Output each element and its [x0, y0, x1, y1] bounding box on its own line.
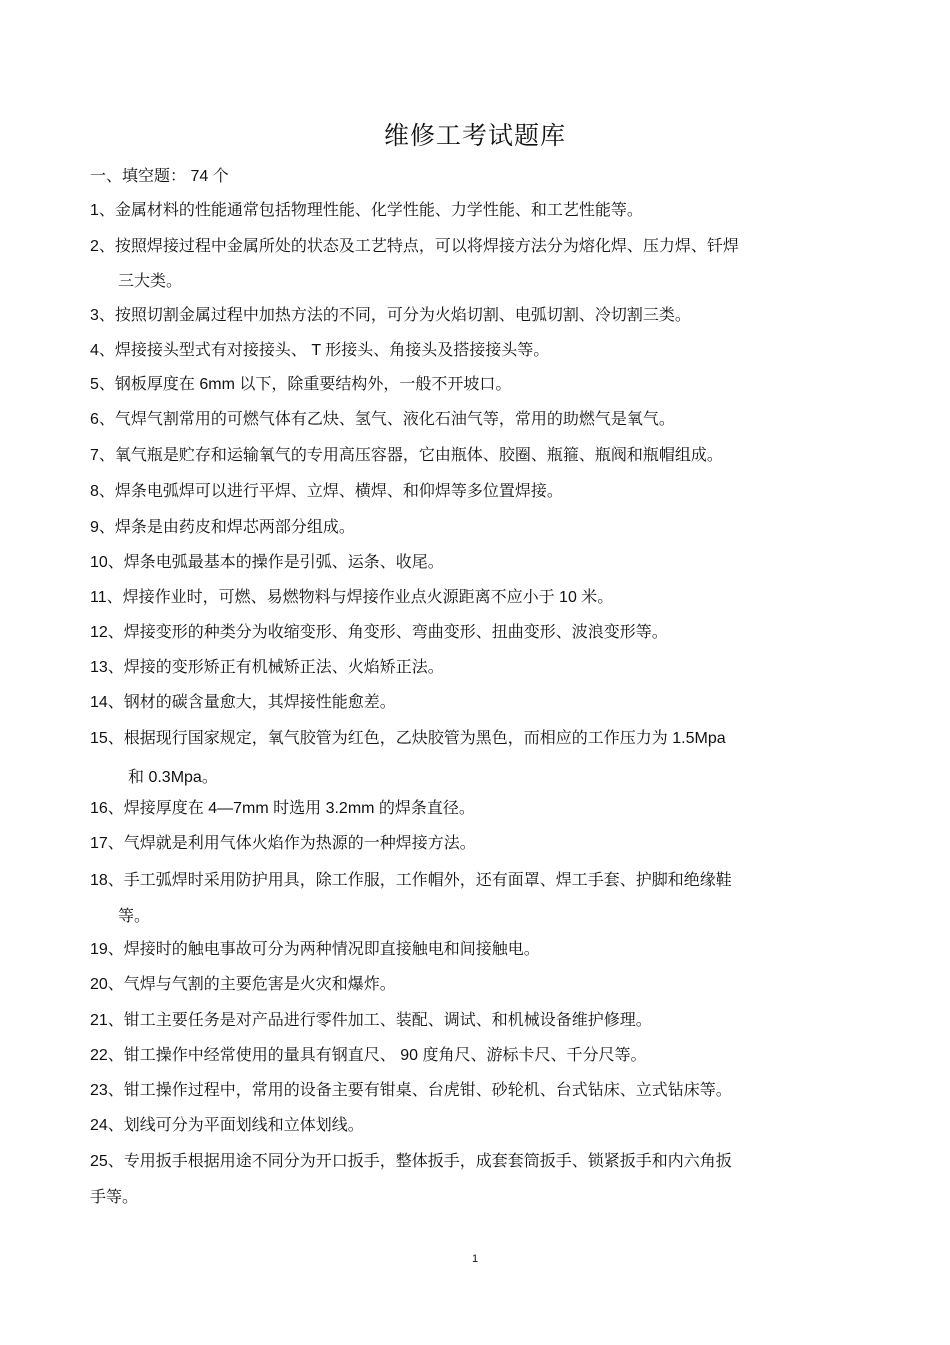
page-number: 1: [471, 1253, 479, 1265]
question-item: 13、焊接的变形矫正有机械矫正法、火焰矫正法。: [90, 659, 444, 676]
question-item: 8、焊条电弧焊可以进行平焊、立焊、横焊、和仰焊等多位置焊接。: [90, 483, 563, 500]
question-item: 19、焊接时的触电事故可分为两种情况即直接触电和间接触电。: [90, 941, 540, 958]
question-continuation: 和 0.3Mpa。: [128, 769, 218, 786]
question-item: 3、按照切割金属过程中加热方法的不同，可分为火焰切割、电弧切割、冷切割三类。: [90, 307, 691, 324]
question-item: 14、钢材的碳含量愈大，其焊接性能愈差。: [90, 694, 396, 711]
question-item: 4、焊接接头型式有对接接头、 T 形接头、角接头及搭接接头等。: [90, 342, 550, 359]
question-item: 9、焊条是由药皮和焊芯两部分组成。: [90, 519, 355, 536]
question-item: 21、钳工主要任务是对产品进行零件加工、装配、调试、和机械设备维护修理。: [90, 1012, 652, 1029]
question-item: 24、划线可分为平面划线和立体划线。: [90, 1117, 364, 1134]
question-item: 12、焊接变形的种类分为收缩变形、角变形、弯曲变形、扭曲变形、波浪变形等。: [90, 624, 668, 641]
question-item: 5、钢板厚度在 6mm 以下，除重要结构外，一般不开坡口。: [90, 376, 512, 393]
question-item: 23、钳工操作过程中，常用的设备主要有钳桌、台虎钳、砂轮机、台式钻床、立式钻床等。: [90, 1082, 732, 1099]
question-item: 16、焊接厚度在 4—7mm 时选用 3.2mm 的焊条直径。: [90, 800, 475, 817]
question-item: 2、按照焊接过程中金属所处的状态及工艺特点，可以将焊接方法分为熔化焊、压力焊、钎焊: [90, 238, 739, 255]
section-heading: 一、填空题： 74 个: [90, 168, 229, 185]
question-item: 25、专用扳手根据用途不同分为开口扳手，整体扳手，成套套筒扳手、锁紧扳手和内六角扳: [90, 1153, 732, 1170]
question-item: 20、气焊与气割的主要危害是火灾和爆炸。: [90, 976, 396, 993]
question-item: 17、气焊就是利用气体火焰作为热源的一种焊接方法。: [90, 835, 476, 852]
question-item: 1、金属材料的性能通常包括物理性能、化学性能、力学性能、和工艺性能等。: [90, 202, 643, 219]
question-item: 7、氧气瓶是贮存和运输氧气的专用高压容器，它由瓶体、胶圈、瓶箍、瓶阀和瓶帽组成。: [90, 447, 723, 464]
question-continuation: 三大类。: [118, 273, 183, 290]
question-continuation: 等。: [118, 908, 151, 925]
question-item: 6、气焊气割常用的可燃气体有乙炔、氢气、液化石油气等，常用的助燃气是氧气。: [90, 411, 675, 428]
question-item: 11、焊接作业时，可燃、易燃物料与焊接作业点火源距离不应小于 10 米。: [90, 589, 614, 606]
question-item: 15、根据现行国家规定，氧气胶管为红色，乙炔胶管为黑色，而相应的工作压力为 1.5Mpa: [90, 730, 726, 747]
question-item: 10、焊条电弧最基本的操作是引弧、运条、收尾。: [90, 554, 444, 571]
question-continuation: 手等。: [90, 1189, 139, 1206]
question-item: 18、手工弧焊时采用防护用具，除工作服，工作帽外，还有面罩、焊工手套、护脚和绝缘鞋: [90, 872, 732, 889]
question-item: 22、钳工操作中经常使用的量具有钢直尺、 90 度角尺、游标卡尺、千分尺等。: [90, 1047, 647, 1064]
document-title: 维修工考试题库: [383, 121, 566, 150]
